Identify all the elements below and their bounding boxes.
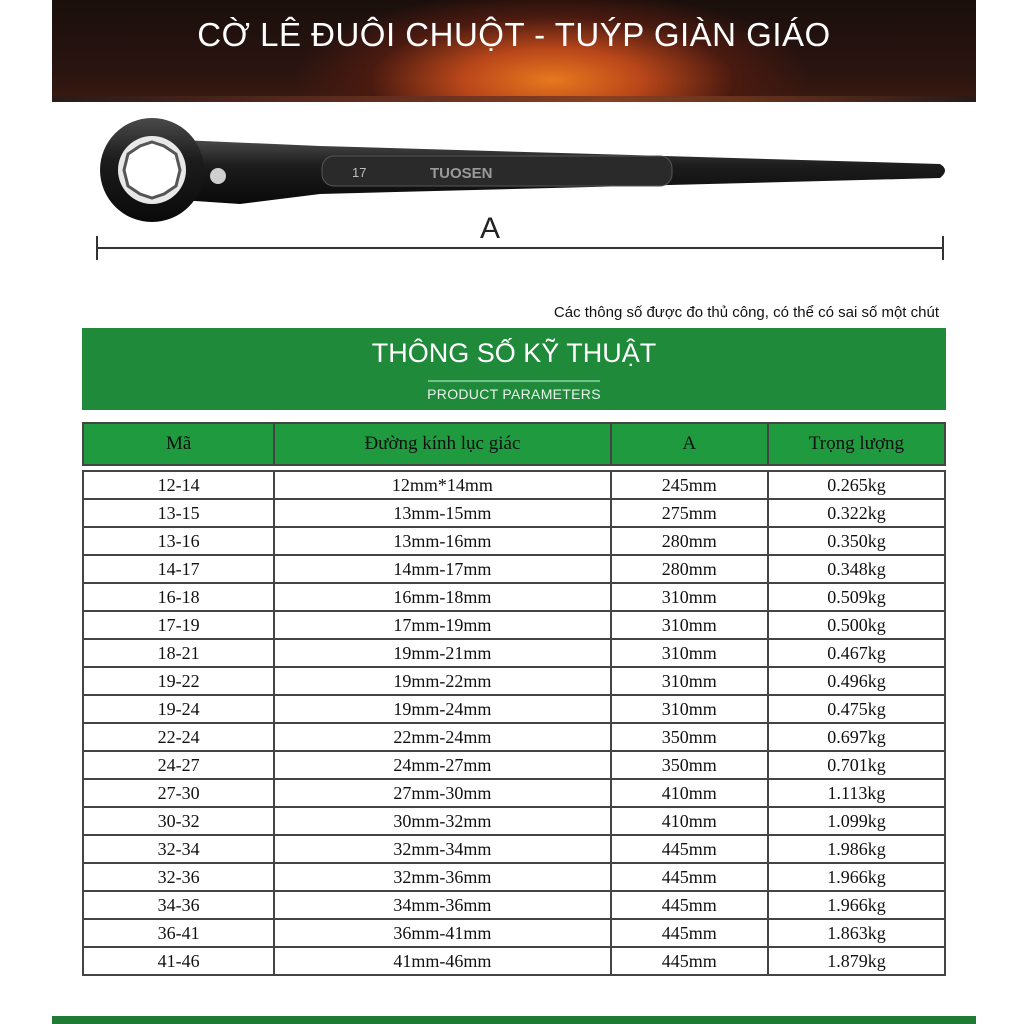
cell-length-a: 280mm (611, 555, 768, 583)
table-row (83, 891, 945, 919)
cell-hex-diameter: 24mm-27mm (274, 751, 610, 779)
dimension-line (96, 247, 944, 249)
cell-hex-diameter: 19mm-24mm (274, 695, 610, 723)
table-row (83, 807, 945, 835)
spec-divider (428, 380, 600, 382)
cell-weight: 0.467kg (768, 639, 945, 667)
cell-hex-diameter: 19mm-21mm (274, 639, 610, 667)
cell-length-a: 275mm (611, 499, 768, 527)
cell-hex-diameter: 22mm-24mm (274, 723, 610, 751)
cell-hex-diameter: 14mm-17mm (274, 555, 610, 583)
spec-subtitle: PRODUCT PARAMETERS (427, 386, 601, 402)
cell-hex-diameter: 13mm-15mm (274, 499, 610, 527)
cell-code: 16-18 (83, 583, 274, 611)
cell-code: 13-16 (83, 527, 274, 555)
cell-hex-diameter: 16mm-18mm (274, 583, 610, 611)
spec-title: THÔNG SỐ KỸ THUẬT (371, 338, 657, 368)
header-length-a: A (611, 423, 768, 465)
cell-length-a: 410mm (611, 779, 768, 807)
cell-weight: 0.350kg (768, 527, 945, 555)
cell-hex-diameter: 13mm-16mm (274, 527, 610, 555)
cell-hex-diameter: 27mm-30mm (274, 779, 610, 807)
cell-length-a: 310mm (611, 583, 768, 611)
cell-length-a: 310mm (611, 695, 768, 723)
header-hex-diameter: Đường kính lục giác (274, 423, 610, 465)
hex-opening (124, 142, 180, 198)
cell-code: 14-17 (83, 555, 274, 583)
cell-length-a: 350mm (611, 751, 768, 779)
table-header-row (83, 423, 945, 465)
measurement-note: Các thông số được đo thủ công, có thể có sai số một chút (553, 304, 939, 321)
cell-code: 32-34 (83, 835, 274, 863)
cell-weight: 0.701kg (768, 751, 945, 779)
cell-length-a: 445mm (611, 863, 768, 891)
table-row (83, 695, 945, 723)
banner-title: CỜ LÊ ĐUÔI CHUỘT - TUÝP GIÀN GIÁO (197, 16, 831, 53)
table-row (83, 919, 945, 947)
cell-code: 41-46 (83, 947, 274, 975)
header-weight: Trọng lượng (768, 423, 945, 465)
cell-hex-diameter: 36mm-41mm (274, 919, 610, 947)
parameters-table (82, 422, 946, 976)
dimension-tick-right (942, 236, 944, 260)
cell-code: 12-14 (83, 471, 274, 499)
spec-header (82, 328, 946, 410)
table-row (83, 723, 945, 751)
cell-weight: 0.697kg (768, 723, 945, 751)
cell-length-a: 445mm (611, 891, 768, 919)
cell-weight: 0.348kg (768, 555, 945, 583)
cell-weight: 1.986kg (768, 835, 945, 863)
cell-hex-diameter: 19mm-22mm (274, 667, 610, 695)
cell-weight: 0.500kg (768, 611, 945, 639)
handle-groove (322, 156, 672, 186)
cell-weight: 1.099kg (768, 807, 945, 835)
wrench-image (90, 112, 950, 222)
dimension-label: A (480, 212, 501, 245)
table-row (83, 527, 945, 555)
table-row (83, 863, 945, 891)
cell-hex-diameter: 32mm-36mm (274, 863, 610, 891)
cell-code: 17-19 (83, 611, 274, 639)
cell-weight: 1.113kg (768, 779, 945, 807)
cell-weight: 0.265kg (768, 471, 945, 499)
cell-hex-diameter: 41mm-46mm (274, 947, 610, 975)
cell-hex-diameter: 12mm*14mm (274, 471, 610, 499)
cell-weight: 1.879kg (768, 947, 945, 975)
cell-weight: 1.966kg (768, 891, 945, 919)
table-row (83, 779, 945, 807)
cell-length-a: 310mm (611, 639, 768, 667)
cell-hex-diameter: 17mm-19mm (274, 611, 610, 639)
brand-mark: TUOSEN (430, 165, 493, 182)
table-body (83, 465, 945, 975)
cell-weight: 0.475kg (768, 695, 945, 723)
cell-weight: 0.496kg (768, 667, 945, 695)
cell-length-a: 410mm (611, 807, 768, 835)
table-row (83, 555, 945, 583)
cell-code: 19-24 (83, 695, 274, 723)
table-row (83, 583, 945, 611)
cell-length-a: 445mm (611, 835, 768, 863)
size-mark: 17 (352, 165, 367, 180)
header-code: Mã (83, 423, 274, 465)
table-row (83, 639, 945, 667)
cell-code: 36-41 (83, 919, 274, 947)
table-row (83, 947, 945, 975)
cell-code: 34-36 (83, 891, 274, 919)
cell-length-a: 445mm (611, 919, 768, 947)
table-row (83, 499, 945, 527)
cell-code: 22-24 (83, 723, 274, 751)
table-row (83, 471, 945, 499)
dimension-tick-left (96, 236, 98, 260)
cell-length-a: 310mm (611, 611, 768, 639)
table-row (83, 667, 945, 695)
cell-weight: 0.322kg (768, 499, 945, 527)
cell-code: 24-27 (83, 751, 274, 779)
cell-hex-diameter: 32mm-34mm (274, 835, 610, 863)
cell-weight: 1.966kg (768, 863, 945, 891)
cell-hex-diameter: 30mm-32mm (274, 807, 610, 835)
cell-length-a: 445mm (611, 947, 768, 975)
table-row (83, 751, 945, 779)
table-row (83, 835, 945, 863)
cell-code: 30-32 (83, 807, 274, 835)
cell-length-a: 280mm (611, 527, 768, 555)
cell-hex-diameter: 34mm-36mm (274, 891, 610, 919)
cell-length-a: 350mm (611, 723, 768, 751)
table-row (83, 611, 945, 639)
cell-code: 18-21 (83, 639, 274, 667)
cell-length-a: 245mm (611, 471, 768, 499)
cell-code: 13-15 (83, 499, 274, 527)
bottom-bar (52, 1016, 976, 1024)
cell-code: 19-22 (83, 667, 274, 695)
title-banner (52, 0, 976, 102)
cell-code: 32-36 (83, 863, 274, 891)
cell-code: 27-30 (83, 779, 274, 807)
cell-weight: 0.509kg (768, 583, 945, 611)
cell-length-a: 310mm (611, 667, 768, 695)
cell-weight: 1.863kg (768, 919, 945, 947)
